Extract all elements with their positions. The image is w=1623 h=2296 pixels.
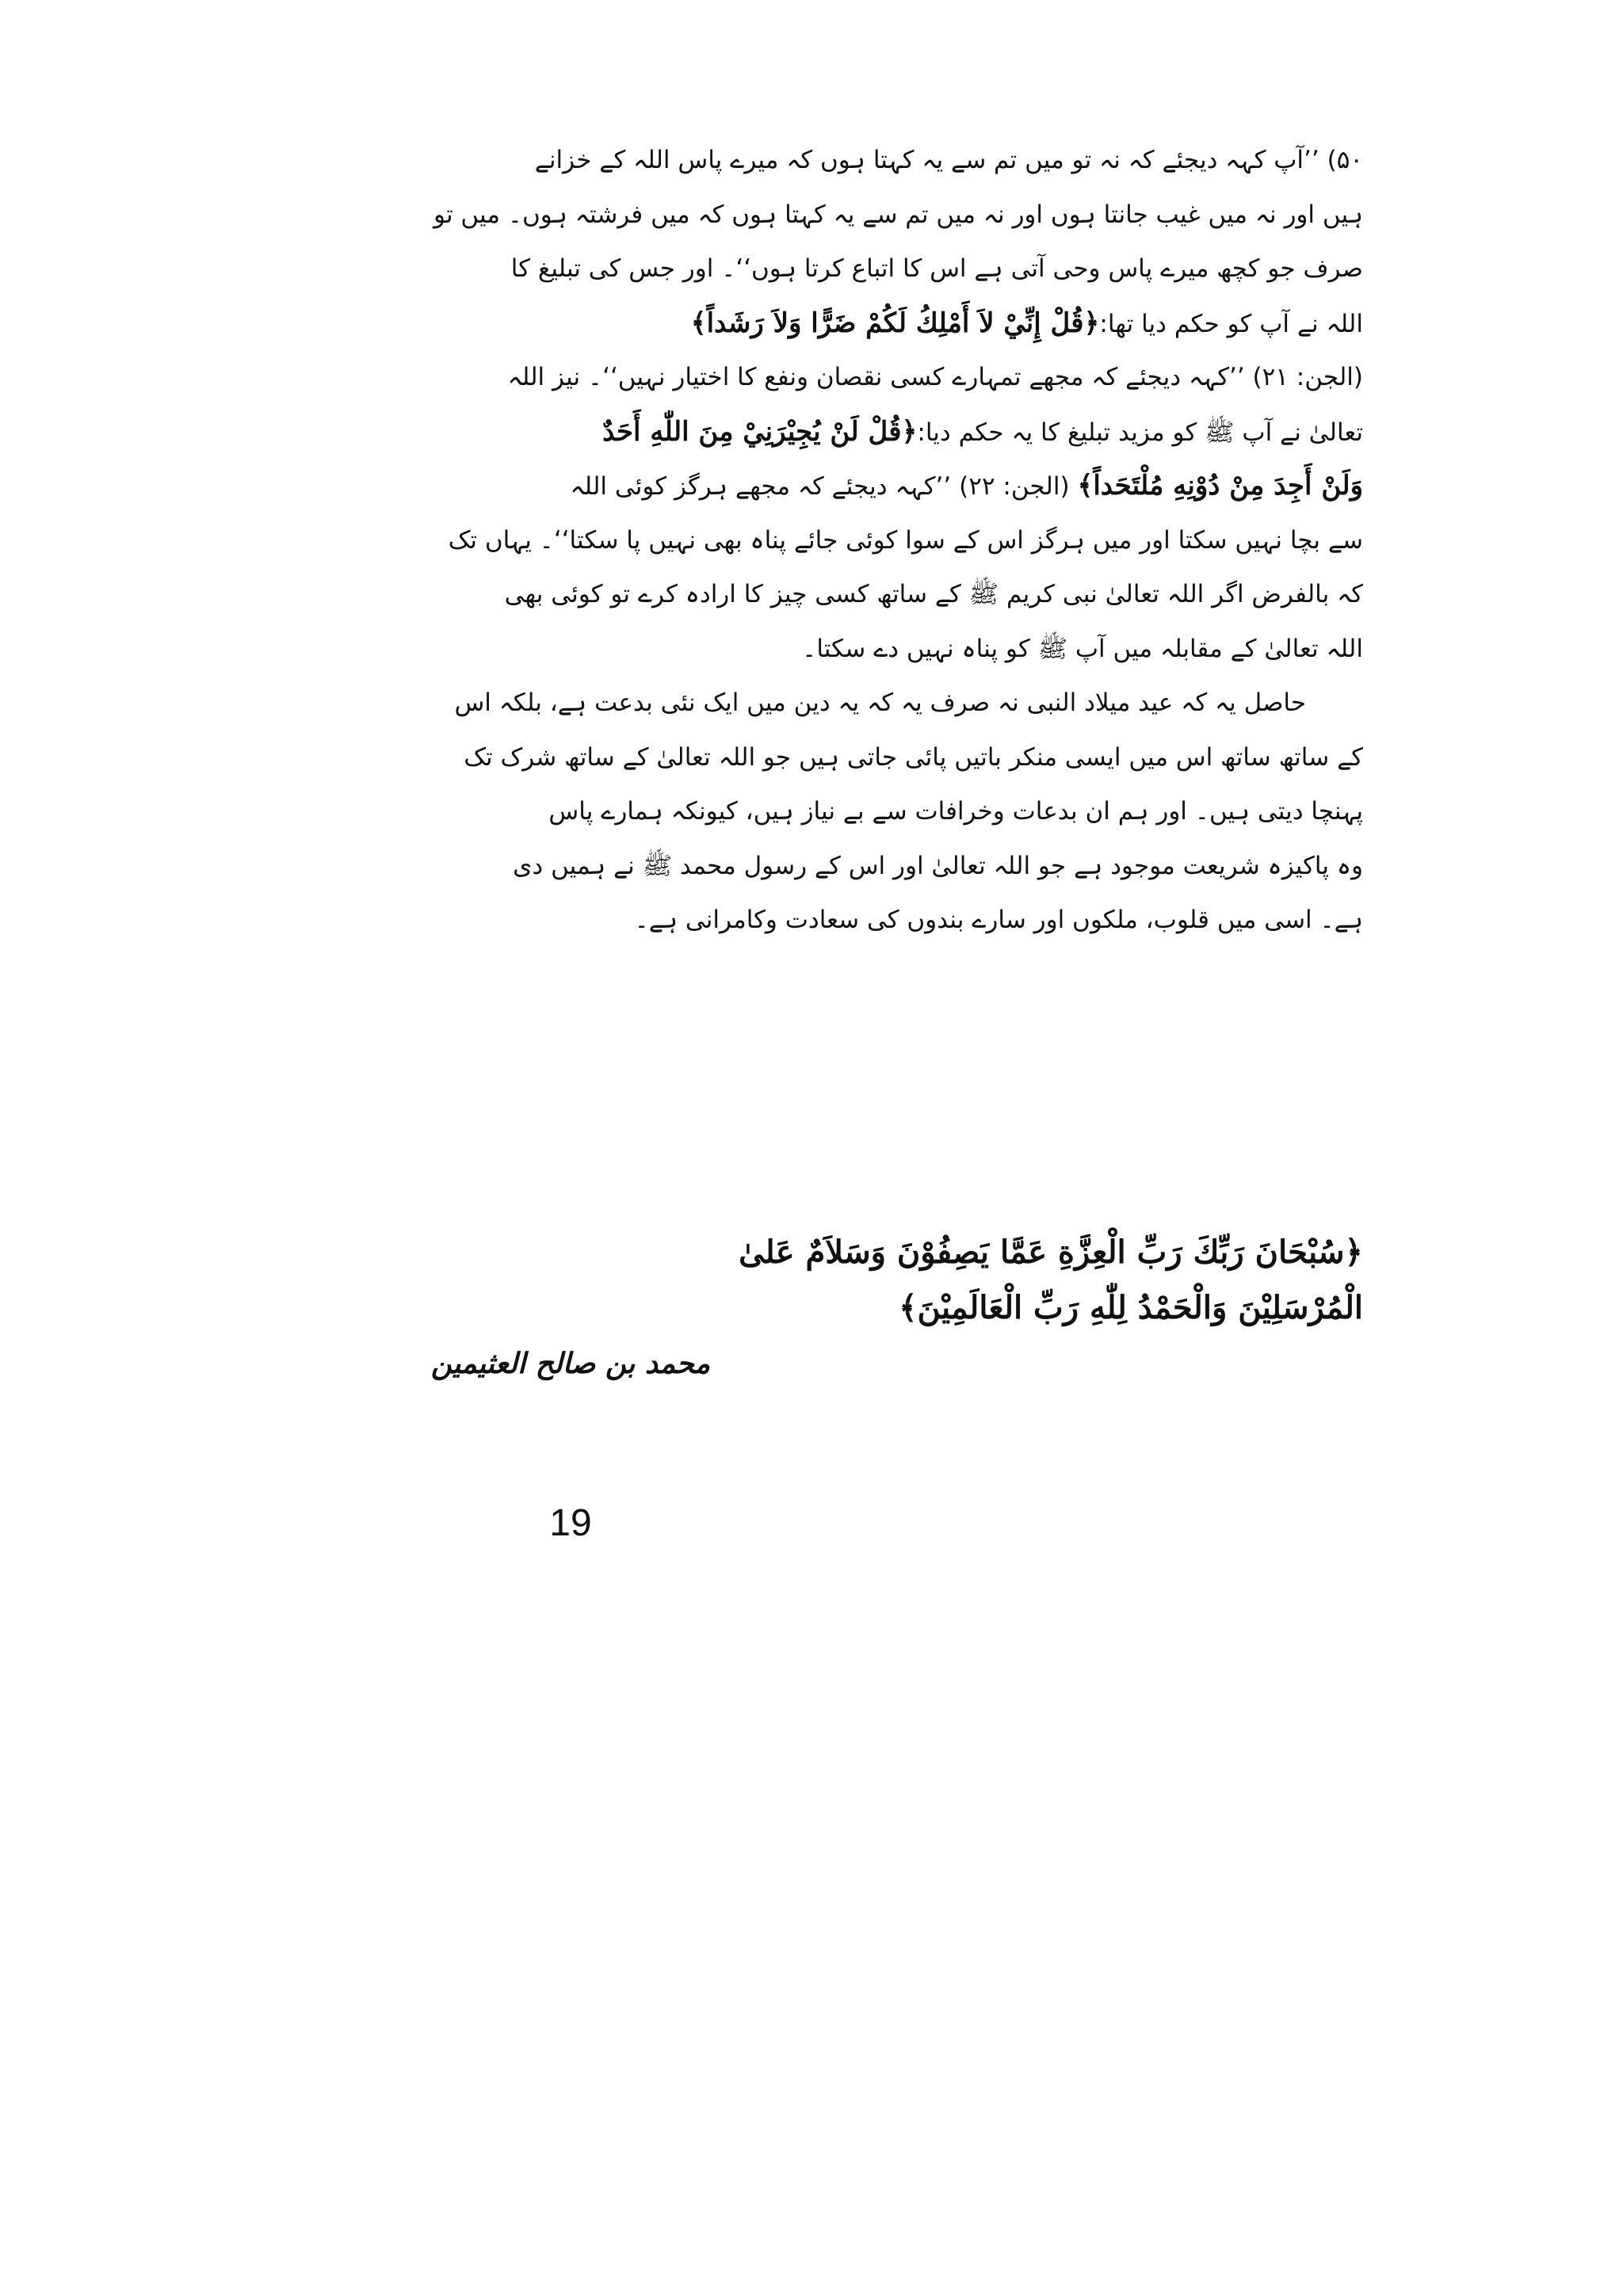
text-line: اللہ تعالیٰ کے مقابلہ میں آپ ﷺ کو پناہ نہیں دے سکتا۔ bbox=[802, 634, 1363, 663]
closing-verse-line: ﴿سُبْحَانَ رَبِّكَ رَبِّ الْعِزَّةِ عَمَّا يَصِفُوْنَ وَسَلاَمٌ عَلىٰ bbox=[739, 1234, 1363, 1271]
body-text bbox=[252, 133, 1363, 948]
text-line: پہنچا دیتی ہیں۔ اور ہم ان بدعات وخرافات سے بے نیاز ہیں، کیونکہ ہمارے پاس bbox=[548, 797, 1363, 826]
text-line: ۵۰) ’’آپ کہہ دیجئے کہ نہ تو میں تم سے یہ کہتا ہوں کہ میرے پاس اللہ کے خزانے bbox=[534, 146, 1363, 174]
quran-verse: وَلَنْ أَجِدَ مِنْ دُوْنِهِ مُلْتَحَداً﴾ bbox=[1077, 470, 1363, 502]
text-line: حاصل یہ کہ عید میلاد النبی نہ صرف یہ کہ یہ دین میں ایک نئی بدعت ہے، بلکہ اس bbox=[454, 688, 1306, 717]
closing-verse-line: الْمُرْسَلِيْنَ وَالْحَمْدُ لِلّٰهِ رَبِّ الْعَالَمِيْنَ﴾ bbox=[899, 1289, 1363, 1326]
text-line: تعالیٰ نے آپ ﷺ کو مزید تبلیغ کا یہ حکم دیا:﴿قُلْ لَنْ يُجِيْرَنِيْ مِنَ اللّٰهِ أَحَدٌ bbox=[602, 415, 1363, 448]
page-number: 19 bbox=[549, 1502, 592, 1544]
text-line: وَلَنْ أَجِدَ مِنْ دُوْنِهِ مُلْتَحَداً﴾ (الجن: ۲۲) ’’کہہ دیجئے کہ مجھے ہرگز کوئی اللہ bbox=[570, 470, 1363, 502]
author-signature: محمد بن صالح العثیمین bbox=[430, 1347, 711, 1380]
text-line: صرف جو کچھ میرے پاس وحی آتی ہے اس کا اتباع کرتا ہوں‘‘۔ اور جس کی تبلیغ کا bbox=[510, 254, 1363, 283]
text-line: ہیں اور نہ میں غیب جانتا ہوں اور نہ میں تم سے یہ کہتا ہوں کہ میں فرشتہ ہوں۔ میں تو bbox=[433, 200, 1363, 229]
text-line: کے ساتھ ساتھ اس میں ایسی منکر باتیں پائی جاتی ہیں جو اللہ تعالیٰ کے ساتھ شرک تک bbox=[464, 742, 1363, 772]
quran-verse: ﴿قُلْ إِنِّيْ لاَ أَمْلِكُ لَكُمْ ضَرًّا وَلاَ رَشَداً﴾ bbox=[690, 307, 1100, 339]
text-line: سے بچا نہیں سکتا اور میں ہرگز اس کے سوا کوئی جائے پناہ بھی نہیں پا سکتا‘‘۔ یہاں تک bbox=[448, 525, 1363, 555]
text-line: اللہ نے آپ کو حکم دیا تھا:﴿قُلْ إِنِّيْ لاَ أَمْلِكُ لَكُمْ ضَرًّا وَلاَ رَشَداً﴾ bbox=[690, 307, 1363, 339]
text-line: ہے۔ اسی میں قلوب، ملکوں اور سارے بندوں کی سعادت وکامرانی ہے۔ bbox=[634, 906, 1363, 934]
quran-verse: ﴿قُلْ لَنْ يُجِيْرَنِيْ مِنَ اللّٰهِ أَحَدٌ bbox=[602, 415, 918, 448]
closing-verse bbox=[252, 1225, 1363, 1336]
text-line: (الجن: ۲۱) ’’کہہ دیجئے کہ مجھے تمہارے کسی نقصان ونفع کا اختیار نہیں‘‘۔ نیز اللہ bbox=[507, 363, 1363, 391]
text-line: کہ بالفرض اگر اللہ تعالیٰ نبی کریم ﷺ کے ساتھ کسی چیز کا ارادہ کرے تو کوئی بھی bbox=[504, 580, 1363, 608]
text-line: وہ پاکیزہ شریعت موجود ہے جو اللہ تعالیٰ اور اس کے رسول محمد ﷺ نے ہمیں دی bbox=[513, 851, 1363, 880]
